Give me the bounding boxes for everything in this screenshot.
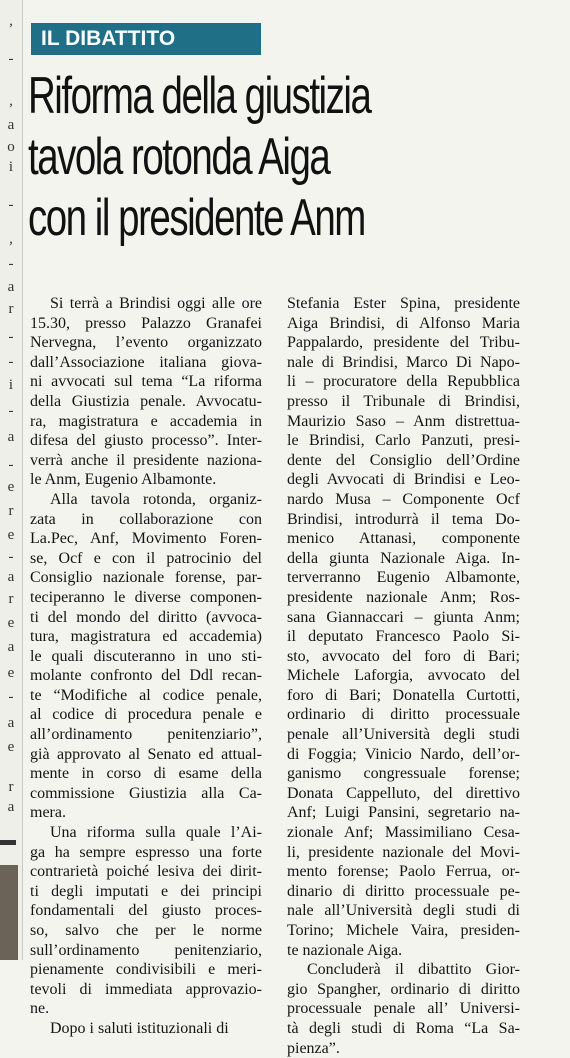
article-text-line: Torino; Michele Vaira, presiden- [287, 922, 520, 939]
headline-line-2: tavola rotonda Aiga [28, 128, 330, 186]
gutter-fragment: r [8, 503, 14, 519]
article-text-line: li, presidente nazionale del Movi- [287, 843, 520, 861]
article-text-line: pienamente condivisibili e meri- [30, 961, 262, 979]
article-text-line: pienza”. [287, 1039, 340, 1057]
article-text-line: 15.30, presso Palazzo Granafei [30, 314, 262, 332]
gutter-fragment: - [8, 457, 14, 473]
article-text-line: verrà anche il presidente naziona- [30, 451, 262, 469]
article-text-line: il deputato Francesco Paolo Si- [287, 628, 520, 646]
article-text-line: sana Giannaccari – giunta Anm; [287, 608, 520, 626]
article-text-line: zata in collaborazione con [30, 510, 262, 528]
gutter-fragment: - [8, 403, 14, 419]
article-text-line: Stefania Ester Spina, presidente [287, 295, 520, 312]
section-kicker: IL DIBATTITO [31, 23, 261, 55]
gutter-fragment: - [8, 51, 14, 67]
article-text-line: ganismo congressuale forense; [287, 765, 520, 783]
article-text-line: Aiga Brindisi, di Alfonso Maria [287, 314, 520, 332]
gutter-photo-fragment [0, 865, 18, 960]
article-text-line: li – procuratore della Repubblica [287, 373, 520, 391]
article-text-line: foro di Bari; Donatella Curtotti, [287, 686, 520, 704]
article-paragraph [287, 294, 520, 960]
gutter-fragment: , [9, 231, 13, 247]
gutter-fragment: a [7, 715, 15, 731]
gutter-fragment: r [8, 779, 14, 795]
article-text-line: le Brindisi, Carlo Panzuti, presi- [287, 432, 520, 450]
article-text-line: le quali discuteranno in uno sti- [30, 647, 262, 665]
gutter-fragment: i [8, 377, 14, 393]
article-text-line: le Anm, Eugenio Albamonte. [30, 471, 217, 489]
gutter-fragment: - [8, 256, 14, 272]
gutter-fragment: a [7, 799, 15, 815]
article-paragraph [30, 1019, 262, 1039]
article-text-line: già approvato al Senato ed attual- [30, 745, 262, 763]
headline-line-1: Riforma della giustizia [28, 67, 371, 125]
gutter-fragment: r [8, 591, 14, 607]
article-text-line: Pappalardo, presidente del Tribu- [287, 334, 520, 352]
gutter-rule [0, 840, 16, 845]
gutter-fragment: a [7, 639, 15, 655]
article-text-line: nale di Brindisi, Marco Di Napo- [287, 353, 520, 371]
article-text-line: ne. [30, 1000, 50, 1018]
article-text-line: ni avvocati sul tema “La riforma [30, 373, 262, 391]
article-paragraph [30, 294, 262, 490]
gutter-fragment: a [7, 117, 15, 133]
article-text-line: della giunta Nazionale Aiga. In- [287, 549, 520, 567]
article-text-line: Dopo i saluti istituzionali di [50, 1019, 229, 1037]
gutter-fragment: a [7, 279, 15, 295]
article-text-line: tevoli di immediata approvazio- [30, 980, 262, 998]
article-text-line: sull’ordinamento penitenziario, [30, 941, 262, 959]
article-text-line: tà degli studi di Roma “La Sa- [287, 1019, 520, 1037]
article-text-line: te nazionale Aiga. [287, 941, 403, 959]
article-text-line: degli Avvocati di Brindisi e Leo- [287, 471, 520, 489]
article-paragraph [30, 823, 262, 1019]
article-text-line: Consiglio nazionale forense, par- [30, 569, 262, 587]
adjacent-article-gutter [0, 0, 23, 960]
article-text-line: nardo Musa – Componente Ocf [287, 490, 520, 508]
article-text-line: Anf; Luigi Pansini, segretario na- [287, 804, 520, 822]
article-text-line: tura, magistratura ed accademia) [30, 628, 262, 646]
article-text-line: ordinario di diritto processuale [287, 706, 520, 724]
article-text-line: mento forense; Paolo Ferrua, or- [287, 863, 520, 881]
article-text-line: so, salvo che per le norme [30, 922, 262, 939]
gutter-fragment: - [8, 329, 14, 345]
article-text-line: Alla tavola rotonda, organiz- [50, 490, 262, 508]
article-text-line: della Giustizia penale. Avvocatu- [30, 392, 262, 410]
gutter-fragment: e [7, 665, 15, 681]
article-text-line: Si terrà a Brindisi oggi alle ore [50, 295, 262, 312]
article-text-line: Brindisi, introdurrà il tema Do- [287, 510, 520, 528]
gutter-fragment: i [8, 159, 14, 175]
gutter-fragment: o [7, 139, 15, 155]
article-text-line: menico Attanasi, componente [287, 530, 520, 548]
gutter-fragment: e [7, 615, 15, 631]
headline-line-3: con il presidente Anm [28, 189, 365, 247]
article-text-line: Nervegna, l’evento organizzato [30, 334, 262, 352]
gutter-fragment: a [7, 429, 15, 445]
article-text-line: Maurizio Saso – Anm distrettua- [287, 412, 520, 430]
article-text-line: molante confronto del Ddl recan- [30, 667, 262, 685]
article-text-line: dall’Associazione italiana giova- [30, 353, 262, 371]
article-text-line: penale all’Università degli studi [287, 726, 520, 744]
gutter-fragment: e [7, 739, 15, 755]
article-text-line: ga ha sempre espresso una forte [30, 843, 262, 861]
article-text-line: mera. [30, 804, 66, 822]
article-text-line: presidente nazionale Anm; Ros- [287, 588, 520, 606]
article-column-right [287, 294, 520, 1058]
article-column-left [30, 294, 262, 1039]
article-text-line: di Foggia; Vinicio Nardo, dell’or- [287, 745, 520, 763]
article-text-line: dinario di diritto processuale pe- [287, 882, 520, 900]
gutter-fragment: - [8, 549, 14, 565]
gutter-fragment: , [9, 93, 13, 109]
article-text-line: al codice di procedura penale e [30, 706, 262, 724]
article-text-line: terverranno Eugenio Albamonte, [287, 569, 520, 587]
article-text-line: fondamentali del giusto proces- [30, 902, 262, 920]
gutter-fragment: - [8, 197, 14, 213]
article-text-line: La.Pec, Anf, Movimento Foren- [30, 530, 262, 548]
article-text-line: Donata Cappelluto, del direttivo [287, 784, 520, 802]
article-text-line: teciperanno le diverse componen- [30, 588, 262, 606]
gutter-fragment: a [7, 569, 15, 585]
article-text-line: commissione Giustizia alla Ca- [30, 784, 262, 802]
gutter-fragment: , [9, 13, 13, 29]
gutter-fragment: - [8, 354, 14, 370]
article-text-line: all’ordinamento penitenziario”, [30, 726, 262, 744]
gutter-fragment: r [8, 301, 14, 317]
article-text-line: ti degli imputati e dei principi [30, 882, 262, 900]
article-text-line: sto, avvocato del foro di Bari; [287, 647, 520, 665]
headline [28, 66, 420, 249]
article-text-line: zionale Anf; Massimiliano Cesa- [287, 824, 520, 842]
article-paragraph [287, 960, 520, 1058]
article-text-line: te “Modifiche al codice penale, [30, 686, 262, 704]
article-text-line: Concluderà il dibattito Gior- [307, 961, 520, 979]
article-paragraph [30, 490, 262, 823]
article-text-line: Una riforma sulla quale l’Ai- [50, 824, 262, 842]
article-text-line: gio Spangher, ordinario di diritto [287, 980, 520, 998]
gutter-fragment: e [7, 527, 15, 543]
article-text-line: Michele Laforgia, avvocato del [287, 667, 520, 685]
article-text-line: se, Ocf e con il patrocinio del [30, 549, 262, 567]
gutter-fragment: e [7, 479, 15, 495]
article-text-line: ra, magistratura e accademia in [30, 412, 262, 430]
article-text-line: contrarietà poiché lesiva dei dirit- [30, 863, 262, 881]
gutter-fragment: - [8, 689, 14, 705]
article-text-line: nale all’Università degli studi di [287, 902, 520, 920]
article-text-line: processuale penale all’ Universi- [287, 1000, 520, 1018]
article-text-line: presso il Tribunale di Brindisi, [287, 392, 520, 410]
article-text-line: dente del Consiglio dell’Ordine [287, 451, 520, 469]
article-text-line: mente in corso di esame della [30, 765, 262, 783]
article-text-line: difesa del giusto processo”. Inter- [30, 432, 262, 450]
article-text-line: ti del mondo del diritto (avvoca- [30, 608, 262, 626]
